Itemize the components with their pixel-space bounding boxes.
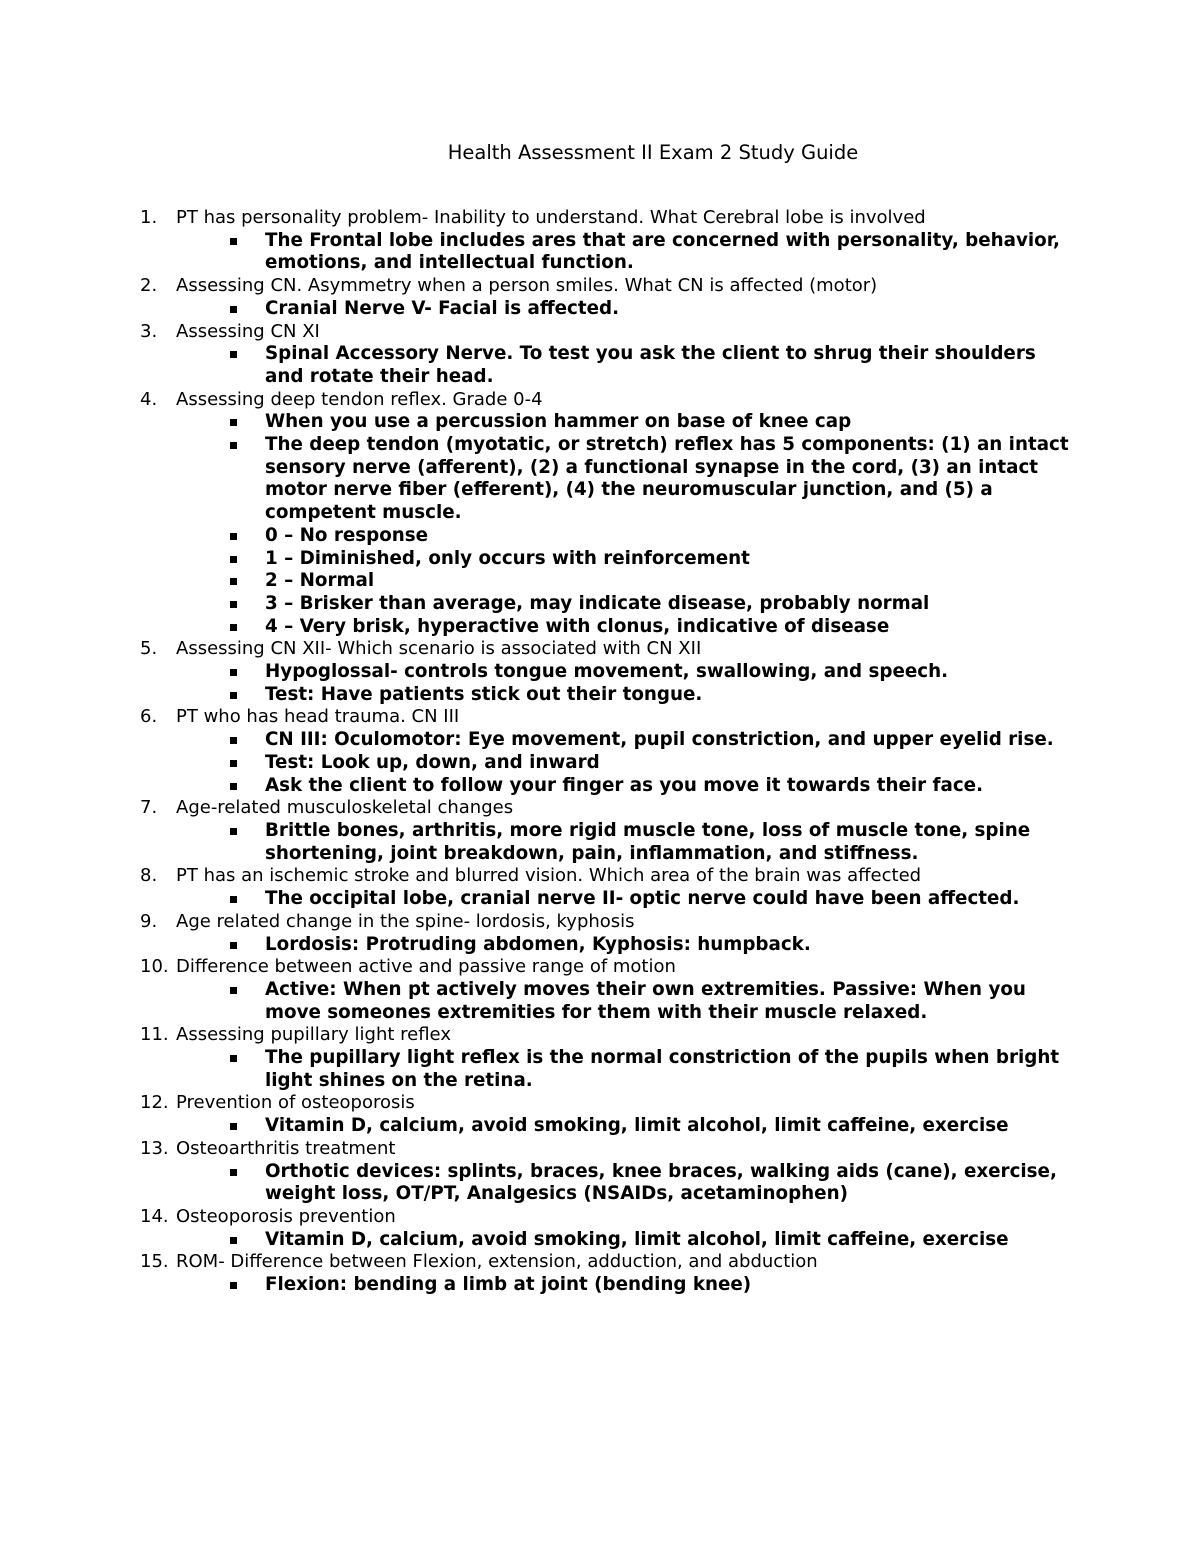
answer-text: The pupillary light reflex is the normal constriction of the pupils when bright light shines on the retina. bbox=[265, 1047, 1060, 1091]
answer-item bbox=[176, 888, 1070, 911]
answer-list bbox=[176, 1161, 1070, 1206]
square-bullet-icon bbox=[230, 1123, 237, 1130]
question-text: Assessing CN XII- Which scenario is associated with CN XII bbox=[176, 638, 702, 660]
question-list bbox=[140, 207, 1070, 1297]
answer-item bbox=[176, 230, 1070, 275]
question-text: PT has personality problem- Inability to understand. What Cerebral lobe is involved bbox=[176, 207, 926, 228]
answer-list bbox=[176, 820, 1070, 865]
square-bullet-icon bbox=[230, 942, 237, 949]
question-number: 9. bbox=[140, 910, 158, 932]
answer-list bbox=[176, 729, 1070, 797]
answer-text: Hypoglossal- controls tongue movement, swallowing, and speech. bbox=[265, 661, 949, 683]
answer-text: 2 – Normal bbox=[265, 570, 375, 592]
answer-text: Active: When pt actively moves their own extremities. Passive: When you move someones extremities for them with their muscle relaxed. bbox=[265, 978, 1026, 1023]
question-item bbox=[140, 1024, 1070, 1092]
answer-item bbox=[176, 1115, 1070, 1138]
question-number: 2. bbox=[140, 275, 158, 297]
answer-text: Spinal Accessory Nerve. To test you ask the client to shrug their shoulders and rotate their head. bbox=[265, 343, 1036, 387]
answer-text: Brittle bones, arthritis, more rigid muscle tone, loss of muscle tone, spine shortening, joint breakdown, pain, inflammation, and stiffness. bbox=[265, 819, 1031, 864]
square-bullet-icon bbox=[230, 578, 237, 585]
answer-text: Vitamin D, calcium, avoid smoking, limit alcohol, limit caffeine, exercise bbox=[265, 1228, 1009, 1250]
answer-item bbox=[176, 979, 1070, 1024]
question-item bbox=[140, 956, 1070, 1024]
answer-text: Orthotic devices: splints, braces, knee braces, walking aids (cane), exercise, weight loss, OT/PT, Analgesics (NSAIDs, acetaminophen) bbox=[265, 1160, 1057, 1205]
square-bullet-icon bbox=[230, 1237, 237, 1244]
question-item bbox=[140, 865, 1070, 910]
answer-item bbox=[176, 1274, 1070, 1297]
question-number: 1. bbox=[140, 207, 158, 228]
answer-list bbox=[176, 979, 1070, 1024]
question-number: 4. bbox=[140, 388, 158, 410]
square-bullet-icon bbox=[230, 896, 237, 903]
answer-list bbox=[176, 888, 1070, 911]
answer-item bbox=[176, 525, 1070, 548]
answer-text: Ask the client to follow your finger as you move it towards their face. bbox=[265, 774, 984, 796]
question-item bbox=[140, 1206, 1070, 1251]
question-number: 13. bbox=[140, 1137, 169, 1159]
question-number: 6. bbox=[140, 706, 158, 728]
answer-item bbox=[176, 775, 1070, 798]
answer-text: Flexion: bending a limb at joint (bending knee) bbox=[265, 1274, 752, 1296]
answer-list bbox=[176, 1047, 1070, 1092]
question-item bbox=[140, 321, 1070, 389]
answer-item bbox=[176, 548, 1070, 571]
question-item bbox=[140, 638, 1070, 706]
answer-text: 4 – Very brisk, hyperactive with clonus, indicative of disease bbox=[265, 615, 890, 637]
answer-list bbox=[176, 230, 1070, 275]
square-bullet-icon bbox=[230, 442, 237, 449]
square-bullet-icon bbox=[230, 669, 237, 676]
square-bullet-icon bbox=[230, 828, 237, 835]
answer-text: 1 – Diminished, only occurs with reinforcement bbox=[265, 547, 750, 569]
answer-item bbox=[176, 298, 1070, 321]
question-item bbox=[140, 275, 1070, 320]
answer-item bbox=[176, 1161, 1070, 1206]
answer-list bbox=[176, 661, 1070, 706]
answer-item bbox=[176, 934, 1070, 957]
answer-text: Vitamin D, calcium, avoid smoking, limit alcohol, limit caffeine, exercise bbox=[265, 1115, 1009, 1137]
answer-text: The occipital lobe, cranial nerve II- optic nerve could have been affected. bbox=[265, 888, 1020, 910]
question-text: Assessing CN. Asymmetry when a person smiles. What CN is affected (motor) bbox=[176, 275, 878, 297]
answer-list bbox=[176, 1115, 1070, 1138]
square-bullet-icon bbox=[230, 624, 237, 631]
answer-item bbox=[176, 684, 1070, 707]
question-text: Age-related musculoskeletal changes bbox=[176, 797, 514, 819]
answer-item bbox=[176, 343, 1070, 388]
square-bullet-icon bbox=[230, 737, 237, 744]
question-text: Assessing deep tendon reflex. Grade 0-4 bbox=[176, 388, 543, 410]
answer-item bbox=[176, 616, 1070, 639]
answer-text: Test: Have patients stick out their tongue. bbox=[265, 683, 703, 705]
square-bullet-icon bbox=[230, 419, 237, 426]
question-item bbox=[140, 1251, 1070, 1296]
answer-item bbox=[176, 434, 1070, 525]
question-number: 3. bbox=[140, 320, 158, 342]
answer-text: Cranial Nerve V- Facial is affected. bbox=[265, 297, 620, 319]
answer-text: 3 – Brisker than average, may indicate disease, probably normal bbox=[265, 592, 930, 614]
question-text: Osteoarthritis treatment bbox=[176, 1137, 396, 1159]
square-bullet-icon bbox=[230, 1055, 237, 1062]
square-bullet-icon bbox=[230, 783, 237, 790]
answer-list bbox=[176, 411, 1070, 638]
square-bullet-icon bbox=[230, 760, 237, 767]
question-item bbox=[140, 1138, 1070, 1206]
answer-text: 0 – No response bbox=[265, 524, 429, 546]
answer-item bbox=[176, 820, 1070, 865]
page-title: Health Assessment II Exam 2 Study Guide bbox=[447, 141, 859, 164]
answer-text: CN III: Oculomotor: Eye movement, pupil constriction, and upper eyelid rise. bbox=[265, 729, 1054, 751]
answer-item bbox=[176, 1047, 1070, 1092]
question-item bbox=[140, 1092, 1070, 1137]
answer-item bbox=[176, 1229, 1070, 1252]
answer-list bbox=[176, 934, 1070, 957]
question-item bbox=[140, 797, 1070, 865]
answer-list bbox=[176, 1229, 1070, 1252]
square-bullet-icon bbox=[230, 987, 237, 994]
question-text: Prevention of osteoporosis bbox=[176, 1092, 415, 1114]
answer-list bbox=[176, 1274, 1070, 1297]
question-item bbox=[140, 207, 1070, 275]
answer-text: Test: Look up, down, and inward bbox=[265, 751, 600, 773]
question-number: 7. bbox=[140, 797, 158, 819]
answer-item bbox=[176, 729, 1070, 752]
square-bullet-icon bbox=[230, 351, 237, 358]
question-text: Difference between active and passive range of motion bbox=[176, 956, 676, 978]
square-bullet-icon bbox=[230, 306, 237, 313]
answer-text: When you use a percussion hammer on base of knee cap bbox=[265, 411, 852, 433]
answer-item bbox=[176, 593, 1070, 616]
question-number: 15. bbox=[140, 1251, 169, 1273]
question-number: 12. bbox=[140, 1092, 169, 1114]
answer-list bbox=[176, 343, 1070, 388]
question-item bbox=[140, 911, 1070, 956]
square-bullet-icon bbox=[230, 556, 237, 563]
question-text: Assessing CN XI bbox=[176, 320, 320, 342]
answer-item bbox=[176, 570, 1070, 593]
question-text: ROM- Difference between Flexion, extension, adduction, and abduction bbox=[176, 1251, 818, 1273]
square-bullet-icon bbox=[230, 1282, 237, 1289]
question-number: 14. bbox=[140, 1205, 169, 1227]
question-number: 5. bbox=[140, 638, 158, 660]
question-text: PT who has head trauma. CN III bbox=[176, 706, 460, 728]
answer-text: Lordosis: Protruding abdomen, Kyphosis: humpback. bbox=[265, 933, 811, 955]
square-bullet-icon bbox=[230, 601, 237, 608]
question-text: PT has an ischemic stroke and blurred vision. Which area of the brain was affected bbox=[176, 865, 922, 887]
question-number: 10. bbox=[140, 956, 169, 978]
question-item bbox=[140, 706, 1070, 797]
answer-item bbox=[176, 661, 1070, 684]
answer-list bbox=[176, 298, 1070, 321]
question-text: Age related change in the spine- lordosis, kyphosis bbox=[176, 910, 635, 932]
answer-text: The Frontal lobe includes ares that are concerned with personality, behavior, emotions, and intellectual function. bbox=[265, 229, 1060, 274]
question-text: Osteoporosis prevention bbox=[176, 1205, 396, 1227]
question-text: Assessing pupillary light reflex bbox=[176, 1024, 451, 1046]
square-bullet-icon bbox=[230, 1169, 237, 1176]
question-number: 8. bbox=[140, 865, 158, 887]
question-number: 11. bbox=[140, 1024, 169, 1046]
square-bullet-icon bbox=[230, 238, 237, 245]
square-bullet-icon bbox=[230, 692, 237, 699]
answer-text: The deep tendon (myotatic, or stretch) reflex has 5 components: (1) an intact sensory nerve (afferent), (2) a functional synapse in the cord, (3) an intact motor nerve fiber (efferent), (4) the neuromuscular junction, and (5) a competent muscle. bbox=[265, 434, 1069, 524]
answer-item bbox=[176, 411, 1070, 434]
square-bullet-icon bbox=[230, 533, 237, 540]
answer-item bbox=[176, 752, 1070, 775]
question-item bbox=[140, 389, 1070, 639]
